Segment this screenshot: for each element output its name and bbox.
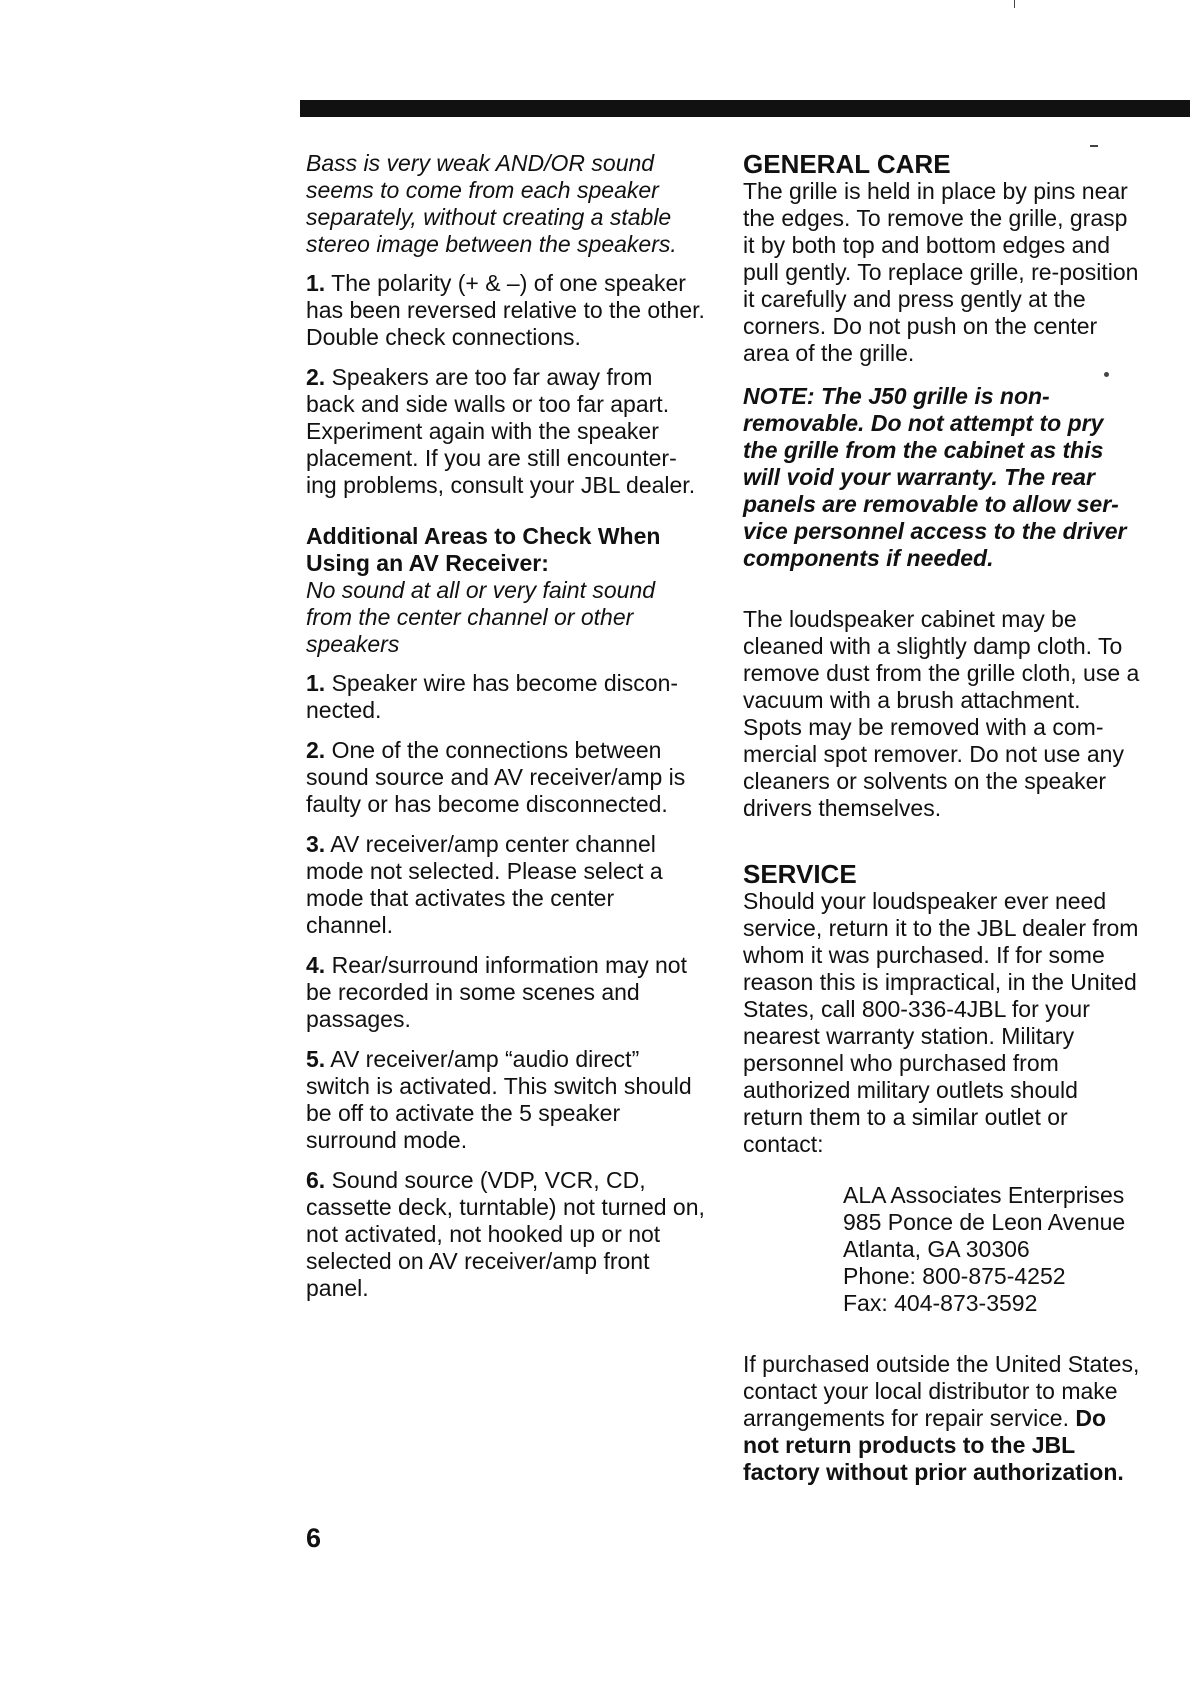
list-item — [306, 831, 706, 939]
item-number: 6. — [306, 1167, 326, 1193]
list-item — [306, 670, 706, 724]
list-item — [306, 1167, 706, 1302]
address-phone: Phone: 800-875-4252 — [843, 1263, 1066, 1289]
item-number: 2. — [306, 364, 326, 390]
outside-us-text — [743, 1351, 1143, 1486]
item-text: The polarity (+ & –) of one speaker has been reversed relative to the other. Double check connections. — [306, 270, 705, 350]
item-number: 1. — [306, 270, 326, 296]
top-rule — [300, 100, 1190, 117]
av-receiver-subheading: Additional Areas to Check When Using an AV Receiver: — [306, 523, 661, 576]
item-number: 5. — [306, 1046, 326, 1072]
scan-speck — [1090, 145, 1098, 147]
list-item — [306, 1046, 706, 1154]
address-city: Atlanta, GA 30306 — [843, 1236, 1030, 1262]
cleaning-text: The loudspeaker cabinet may be cleaned with a slightly damp cloth. To remove dust from the grille cloth, use a vacuum with a brush attachment. Spots may be removed with a com-mercial spot remover. Do not use any cleaners or solvents on the speaker drivers themselves. — [743, 606, 1140, 821]
right-column — [743, 150, 1143, 1486]
outside-us-plain: If purchased outside the United States, contact your local distributor to make arrangements for repair service. — [743, 1351, 1140, 1431]
item-text: AV receiver/amp center channel mode not selected. Please select a mode that activates the center channel. — [306, 831, 663, 938]
item-text: AV receiver/amp “audio direct” switch is activated. This switch should be off to activate the 5 speaker surround mode. — [306, 1046, 692, 1153]
symptom-weak-bass: Bass is very weak AND/OR sound seems to come from each speaker separately, without creating a stable stereo image between the speakers. — [306, 150, 677, 257]
item-number: 1. — [306, 670, 326, 696]
item-text: Sound source (VDP, VCR, CD, cassette deck, turntable) not turned on, not activated, not hooked up or not selected on AV receiver/amp front panel. — [306, 1167, 705, 1301]
outside-us-warning: Do not return products to the JBL factory without prior authorization. — [743, 1405, 1124, 1485]
left-column — [306, 150, 706, 1315]
item-text: One of the connections between sound source and AV receiver/amp is faulty or has become disconnected. — [306, 737, 686, 817]
list-item — [306, 737, 706, 818]
general-care-heading: GENERAL CARE — [743, 149, 951, 179]
item-text: Speakers are too far away from back and side walls or too far apart. Experiment again with the speaker placement. If you are still encounter-ing problems, consult your JBL dealer. — [306, 364, 696, 498]
symptom-no-sound: No sound at all or very faint sound from the center channel or other speakers — [306, 577, 656, 657]
page-number: 6 — [306, 1523, 322, 1553]
service-address — [843, 1182, 1143, 1317]
item-number: 3. — [306, 831, 326, 857]
item-number: 4. — [306, 952, 326, 978]
list-item — [306, 270, 706, 351]
item-number: 2. — [306, 737, 326, 763]
grille-note: NOTE: The J50 grille is non-removable. Do not attempt to pry the grille from the cabinet as this will void your warranty. The rear panels are removable to allow ser-vice personnel access to the driver components if needed. — [743, 383, 1127, 571]
list-item — [306, 364, 706, 499]
address-name: ALA Associates Enterprises — [843, 1182, 1125, 1208]
item-text: Speaker wire has become discon-nected. — [306, 670, 679, 723]
service-text: Should your loudspeaker ever need service, return it to the JBL dealer from whom it was purchased. If for some reason this is impractical, in the United States, call 800-336-4JBL for your nearest warranty station. Military personnel who purchased from authorized military outlets should return them to a similar outlet or contact: — [743, 888, 1139, 1157]
list-item — [306, 952, 706, 1033]
scan-speck — [1014, 0, 1015, 8]
address-street: 985 Ponce de Leon Avenue — [843, 1209, 1126, 1235]
service-heading: SERVICE — [743, 859, 857, 889]
item-text: Rear/surround information may not be recorded in some scenes and passages. — [306, 952, 687, 1032]
address-fax: Fax: 404-873-3592 — [843, 1290, 1038, 1316]
general-care-text: The grille is held in place by pins near the edges. To remove the grille, grasp it by both top and bottom edges and pull gently. To replace grille, re-position it carefully and press gently at the corners. Do not push on the center area of the grille. — [743, 178, 1139, 366]
scan-speck — [1104, 372, 1109, 377]
